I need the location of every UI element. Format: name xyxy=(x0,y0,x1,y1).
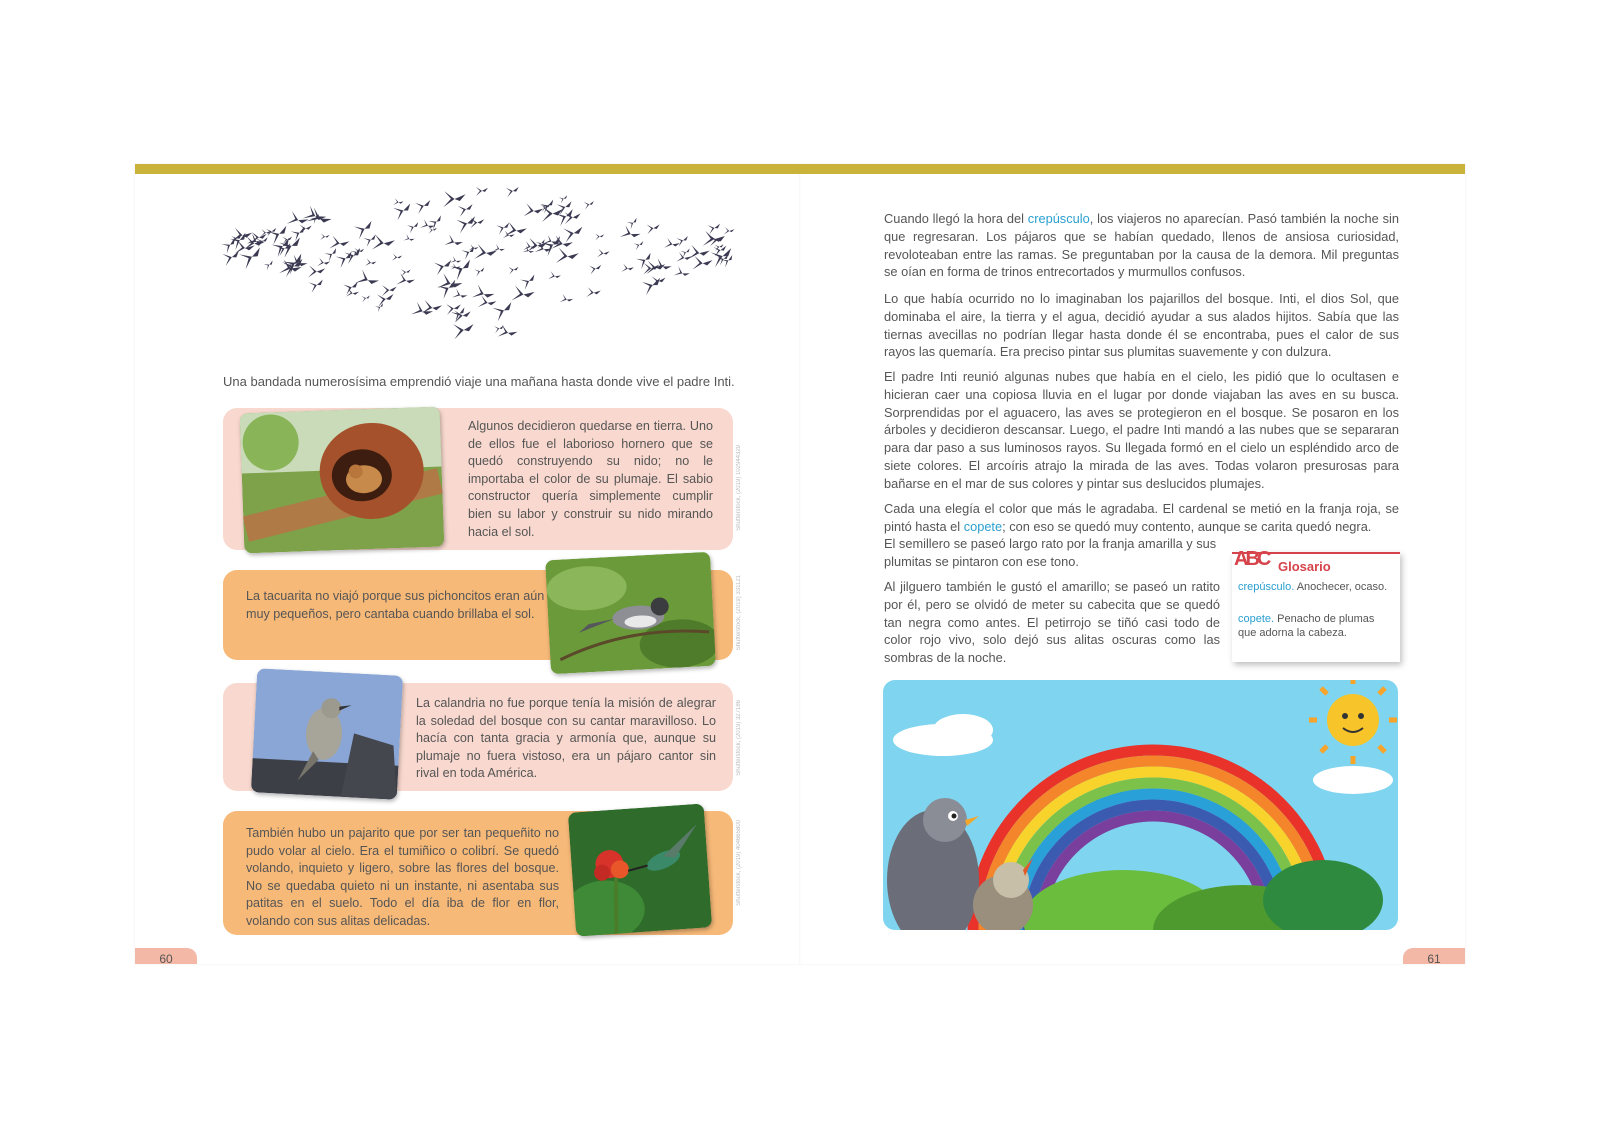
paragraph-4-cont: El semillero se paseó largo rato por la franja amarilla y sus plumitas se pintaron con ese tono. xyxy=(884,536,1217,569)
bird-silhouette xyxy=(724,227,735,236)
paragraph-5: Al jilguero también le gustó el amarillo; se paseó un ratito por él, pero se olvidó de meter su cabecita que se quedó tan negra como antes. El petirrojo se tiñó casi todo de color rojo vivo, solo dejó sus alitas oscuras como las sombras de la noche. xyxy=(884,579,1220,666)
bird-silhouette xyxy=(279,236,304,258)
bird-silhouette xyxy=(320,233,329,240)
bird-silhouette xyxy=(476,187,488,196)
bird-silhouette xyxy=(512,286,536,306)
bird-silhouette xyxy=(392,254,402,262)
book-gutter xyxy=(799,174,801,964)
credit-1: Shutterstock, (2019) 102944329 xyxy=(736,445,742,531)
bird-silhouette xyxy=(524,203,544,220)
bird-silhouette xyxy=(345,248,364,264)
hummingbird-photo xyxy=(568,803,712,936)
bird-silhouette xyxy=(508,266,519,275)
card-hornero-text: Algunos decidieron quedarse en tierra. Uno de ellos fue el laborioso hornero que se quedó construyendo su nido; no le importaba el color de su plumaje. El sabio constructor quería simplemente cumplir bien su labor y construir su nido mirando hacia el sol. xyxy=(468,419,713,539)
bird-silhouette xyxy=(458,203,475,217)
bird-silhouette xyxy=(428,227,437,234)
bird-silhouette xyxy=(450,256,461,266)
bird-silhouette xyxy=(584,200,595,209)
credit-3: Shutterstock, (2019) 327186 xyxy=(736,700,742,776)
bird-silhouette xyxy=(560,294,574,306)
bird-silhouette xyxy=(336,250,356,268)
bird-silhouette xyxy=(393,202,414,220)
bird-silhouette xyxy=(434,259,454,276)
bird-silhouette xyxy=(721,254,736,267)
bird-silhouette xyxy=(372,234,395,253)
bird-silhouette xyxy=(586,287,601,299)
paragraph-2: Lo que había ocurrido no lo imaginaban los pajarillos del bosque. Inti, el dios Sol, que dominaba el aire, la tierra y el agua, decidió ayudar a sus alados hijitos. Sabía que las tiernas avecillas no podrían llegar hasta donde él se encontraba, pues el calor de sus rayos las quemaría. Era preciso pintar sus plumitas suavemente y con dulzura. xyxy=(884,291,1399,360)
bird-silhouette xyxy=(411,302,434,323)
page-number-right: 61 xyxy=(1403,948,1465,964)
bird-silhouette xyxy=(674,266,691,281)
bird-silhouette xyxy=(492,301,516,322)
p1-text-a: Cuando llegó la hora del xyxy=(884,211,1028,226)
bird-silhouette xyxy=(407,221,421,233)
bird-silhouette xyxy=(363,234,378,247)
bird-silhouette xyxy=(563,225,584,242)
bird-silhouette xyxy=(542,206,563,222)
bird-silhouette xyxy=(324,247,340,261)
paragraph-4 xyxy=(884,500,1399,536)
bird-silhouette xyxy=(647,223,661,234)
glossary-entry-2 xyxy=(1238,612,1388,640)
bird-silhouette xyxy=(565,212,581,224)
calandria-photo xyxy=(251,668,403,799)
bird-silhouette xyxy=(621,264,634,275)
bird-silhouette xyxy=(354,220,376,240)
bird-silhouette xyxy=(559,195,569,204)
glossary-term-1: crepúsculo. xyxy=(1238,581,1295,593)
bird-silhouette xyxy=(506,186,520,197)
bird-silhouette xyxy=(556,208,577,226)
bird-silhouette xyxy=(365,258,377,268)
bird-silhouette xyxy=(474,267,486,277)
bird-silhouette xyxy=(329,236,349,253)
bird-silhouette xyxy=(239,246,265,270)
glossary-term-2: copete. xyxy=(1238,613,1275,625)
bird-silhouette xyxy=(377,293,395,307)
bird-silhouette xyxy=(382,285,397,296)
bird-silhouette xyxy=(498,325,518,343)
bird-silhouette xyxy=(589,264,602,275)
intro-caption: Una bandada numerosísima emprendió viaje una mañana hasta donde vive el padre Inti. xyxy=(223,374,735,389)
bird-silhouette xyxy=(692,256,712,272)
bird-silhouette xyxy=(552,235,574,254)
term-copete: copete xyxy=(963,518,1003,534)
bird-silhouette xyxy=(452,289,468,303)
p4-text-b: ; con eso se quedó muy contento, aunque se carita quedó negra. xyxy=(1002,518,1372,534)
bird-silhouette xyxy=(287,211,309,231)
bird-silhouette xyxy=(443,191,465,208)
bird-silhouette xyxy=(393,198,404,207)
bird-silhouette xyxy=(444,234,463,251)
bird-silhouette xyxy=(282,257,306,277)
bird-silhouette xyxy=(627,217,640,229)
tacuarita-photo xyxy=(545,552,716,674)
bird-silhouette xyxy=(309,278,326,292)
bird-silhouette xyxy=(308,265,325,279)
card-colibri-text: También hubo un pajarito que por ser tan pequeñito no pudo volar al cielo. Era el tumiñico o colibrí. Se quedó volando, inquieto y ligero, sobre las flores del bosque. No se quedaba quieto ni un instante, ni asentaba sus patitas en el suelo. Todo el día iba de flor en flor, volando con sus alitas delicadas. xyxy=(246,826,559,928)
page-number-left: 60 xyxy=(135,948,197,964)
bird-silhouette xyxy=(461,245,477,259)
bird-silhouette xyxy=(620,225,641,244)
paragraph-1 xyxy=(884,210,1399,281)
glossary-entry-1 xyxy=(1238,580,1388,594)
bird-silhouette xyxy=(520,273,538,289)
card-tacuarita-text: La tacuarita no viajó porque sus pichoncitos eran aún muy pequeños, pero cantaba cuando brillaba el sol. xyxy=(246,589,545,621)
term-crepusculo: crepúsculo xyxy=(1027,211,1090,226)
p1-text-b: , los viajeros no aparecían. Pasó también la noche sin que regresaran. Los pájaros que se habían quedado, llenos de ansiosa curiosidad, revoloteaban entre las ramas. Se preguntaban por la causa de la demora. Mil preguntas se oían en forma de trinos entrecortados y murmullos confusos. xyxy=(884,211,1399,280)
bird-silhouette xyxy=(634,240,645,250)
abc-letters: ABC xyxy=(1234,548,1269,570)
bird-flock-illustration xyxy=(220,162,750,362)
bird-silhouette xyxy=(291,225,309,241)
card-calandria-text: La calandria no fue porque tenía la misión de alegrar la soledad del bosque con su cantar maravilloso. Lo hacía con tanta gracia y armonía que, aunque su plumaje no fuera vistoso, era un pájaro cantor sin rival en toda América. xyxy=(416,696,716,781)
bird-silhouette xyxy=(355,270,380,293)
bird-silhouette xyxy=(303,206,327,229)
bird-silhouette xyxy=(503,231,515,241)
bird-silhouette xyxy=(317,258,330,269)
hornero-nest-photo xyxy=(240,407,445,554)
bird-silhouette xyxy=(664,238,680,252)
bird-silhouette xyxy=(541,235,565,257)
bird-silhouette xyxy=(597,249,610,259)
rainbow-illustration xyxy=(883,680,1398,930)
bird-silhouette xyxy=(361,295,370,303)
abc-icon xyxy=(1234,548,1268,571)
bird-silhouette xyxy=(493,244,505,255)
p4-text-a: Cada una elegía el color que más le agradaba. El cardenal se metió en la franja roja, se pintó hasta el xyxy=(884,501,1399,534)
glossary-def-1: Anochecer, ocaso. xyxy=(1294,581,1388,593)
bird-silhouette xyxy=(437,273,463,296)
bird-silhouette xyxy=(478,295,497,311)
paragraph-3: El padre Inti reunió algunas nubes que había en el cielo, les pidió que lo ocultasen e hicieran caer una copiosa lluvia en el lugar por donde viajaban las aves en su busca. Sorprendidas por el aguacero, las aves se protegieron en el bosque. Se posaron en los árboles y decidieron descansar. Luego, el padre Inti mandó a las nubes que se separaran para dar paso a sus luminosos rayos. Su llegada formó en el cielo un espléndido arco de siete colores. El arcoíris atrajo la mirada de las aves. Todas volaron presurosas para bañarse en el mar de sus colores y pintar sus deslucidos plumajes. xyxy=(884,369,1399,491)
bird-silhouette xyxy=(264,260,276,271)
bird-silhouette xyxy=(474,244,497,263)
bird-silhouette xyxy=(415,199,433,214)
bird-silhouette xyxy=(496,222,511,235)
bird-silhouette xyxy=(707,223,721,235)
bird-silhouette xyxy=(403,234,415,244)
bird-silhouette xyxy=(494,325,505,334)
glossary-def-2: Penacho de plumas que adorna la cabeza. xyxy=(1238,613,1375,639)
bird-silhouette xyxy=(222,250,241,267)
credit-4: Shutterstock, (2019) 404665800 xyxy=(736,820,742,906)
bird-silhouette xyxy=(266,227,278,237)
bird-silhouette xyxy=(346,288,359,299)
bird-silhouette xyxy=(548,271,561,282)
bird-silhouette xyxy=(453,322,475,339)
bird-silhouette xyxy=(556,248,579,267)
bird-silhouette xyxy=(676,235,690,247)
credit-2: Shutterstock, (2019) 331121 xyxy=(736,575,742,651)
glossary-title: Glosario xyxy=(1278,559,1331,574)
glossary-box xyxy=(1232,548,1400,662)
bird-silhouette xyxy=(232,228,252,245)
bird-silhouette xyxy=(422,300,443,317)
bird-silhouette xyxy=(401,269,411,277)
bird-silhouette xyxy=(595,234,604,241)
bird-silhouette xyxy=(396,273,415,289)
